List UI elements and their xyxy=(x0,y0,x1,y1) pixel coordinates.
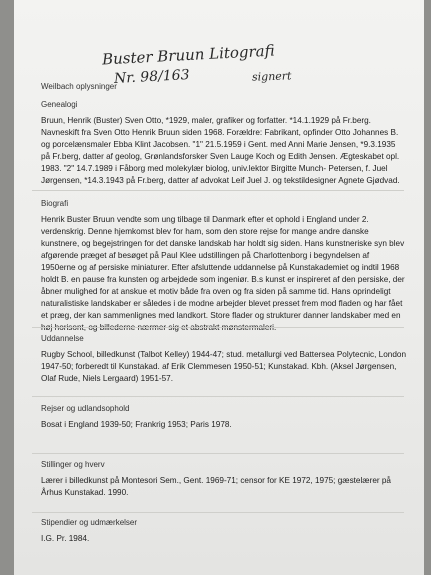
section-body: Lærer i billedkunst på Montesori Sem., Gent. 1969-71; censor for KE 1972, 1975; gæstelærer på Århus Kunstakad. 1990. xyxy=(41,476,391,497)
section-heading: Uddannelse xyxy=(41,334,84,343)
section-biografi xyxy=(41,199,406,334)
document-sheet xyxy=(14,0,424,575)
section-heading: Biografi xyxy=(41,199,69,208)
divider xyxy=(32,453,404,454)
handwritten-signed-note: signert xyxy=(251,69,292,84)
section-body: Bosat i England 1939-50; Frankrig 1953; Paris 1978. xyxy=(41,420,232,429)
section-uddannelse xyxy=(41,334,406,385)
section-heading: Stipendier og udmærkelser xyxy=(41,518,138,527)
section-body: Rugby School, billedkunst (Talbot Kelley) 1944-47; stud. metallurgi ved Battersea Polytecnic, London 1947-50; forberedt til Kunstakad. af Erik Clemmesen 1950-51; Kunstakad. Kbh. (Aksel Jørgensen, Olaf Rude, Niels Lergaard) 1951-57. xyxy=(41,350,407,383)
divider xyxy=(32,327,404,328)
section-body: Henrik Buster Bruun vendte som ung tilbage til Danmark efter et ophold i England under 2. verdenskrig. Denne hjemkomst blev for ham, som den store rejse for mange andre danske kunstnere, og begejstringen for det danske landskab har holdt sig siden. Hans kunstneriske syn blev afgørende præget af besøget på Paul Klee udstillingen på Charlottenborg i begyndelsen af 1950erne og af persiske miniaturer. Efter afsluttende uddannelse på Kunstakademiet og indtil 1968 holdt B. en pause fra kunsten og arbejdede som ingeniør. B.s kunst er inspireret af den persiske, der åbner mulighed for at anskue et motiv både fra oven og fra siden på samme tid. Hans oprindeligt naturalistiske landskaber er således i de modne arbejder blevet presset frem mod fladen og har fået et præg, der kan sammenlignes med landkort. Store flader og strukturer danner landskaber med en xyxy=(41,215,405,320)
header-label: Weilbach oplysninger xyxy=(41,82,117,91)
section-heading: Genealogi xyxy=(41,100,78,109)
section-stipendier xyxy=(41,518,406,545)
section-heading: Stillinger og hverv xyxy=(41,460,105,469)
section-rejser xyxy=(41,404,406,431)
section-genealogi xyxy=(41,100,406,187)
header-label-block xyxy=(41,82,406,91)
divider xyxy=(32,396,404,397)
divider xyxy=(32,512,404,513)
handwritten-title: Buster Bruun Litografi xyxy=(101,41,276,69)
section-body: Bruun, Henrik (Buster) Sven Otto, *1929, maler, grafiker og forfatter. *14.1.1929 på Fr.berg. Navneskift fra Sven Otto Henrik Bruun siden 1968. Forældre: Fabrikant, opfinder Otto Johannes B. og porcelænsmaler Ebba Klint Jacobsen. "1" 21.5.1959 i Gent. med Anni Marie Jensen, *9.3.1935 på Fr.berg, datter af geolog, Grønlandsforsker Sven Lauge Koch og Edith Jensen. Ægteskabet opl. 1983. "2" 14.7.1989 i Fåborg med molekylær biolog, univ.lektor Birgitte Munch- Petersen, f. Juel Jørgensen, *14.3.1943 på Fr.berg, datter af advokat Leif Juel J. og tekstildesigner Agnete Gjødvad. xyxy=(41,116,400,185)
handwritten-edition-number: Nr. 98/163 xyxy=(113,67,190,87)
section-heading: Rejser og udlandsophold xyxy=(41,404,130,413)
section-stillinger xyxy=(41,460,406,499)
divider xyxy=(32,190,404,191)
section-body: I.G. Pr. 1984. xyxy=(41,534,90,543)
